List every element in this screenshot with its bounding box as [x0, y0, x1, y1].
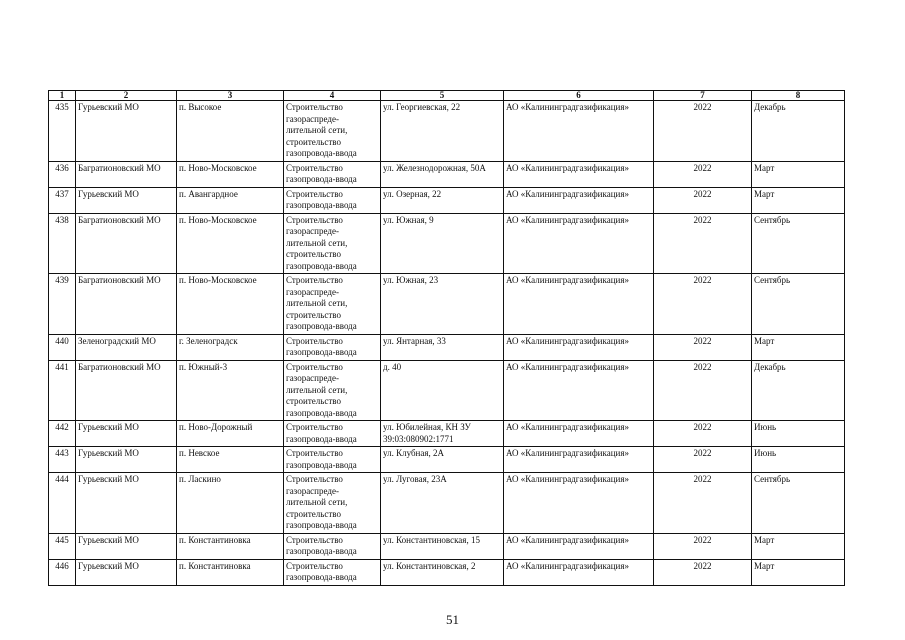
work-type-line: газопровода-ввода: [286, 459, 357, 470]
settlement-cell: г. Зеленоградск: [177, 334, 284, 360]
work-type-line: лительной сети,: [286, 497, 348, 507]
table-row: [49, 473, 845, 534]
row-number-cell: 436: [49, 161, 76, 187]
month-cell: Сентябрь: [752, 274, 845, 335]
work-type-line: строительство: [286, 508, 341, 519]
organization-cell: АО «Калининградгазификация»: [504, 334, 654, 360]
work-type-cell: [284, 334, 381, 360]
work-type-line: газопровода-ввода: [286, 200, 357, 210]
work-type-line: Строительство: [286, 422, 343, 432]
address-cell: д. 40: [381, 360, 504, 421]
work-type-cell: [284, 274, 381, 335]
work-type-line: Строительство: [286, 335, 343, 346]
settlement-cell: п. Ново-Московское: [177, 213, 284, 274]
settlement-cell: п. Ново-Дорожный: [177, 421, 284, 447]
work-type-line: Строительство: [286, 188, 343, 199]
year-cell: 2022: [654, 161, 752, 187]
column-header: 7: [654, 91, 752, 101]
row-number-cell: 446: [49, 559, 76, 585]
month-cell: Март: [752, 161, 845, 187]
row-number-cell: 443: [49, 447, 76, 473]
work-type-cell: [284, 559, 381, 585]
column-header: 5: [381, 91, 504, 101]
work-type-line: Строительство: [286, 275, 343, 285]
year-cell: 2022: [654, 274, 752, 335]
work-type-line: газопровода-ввода: [286, 321, 357, 331]
organization-cell: АО «Калининградгазификация»: [504, 473, 654, 534]
work-type-cell: [284, 213, 381, 274]
address-cell: ул. Юбилейная, КН ЗУ 39:03:080902:1771: [381, 421, 504, 447]
page-number: 51: [446, 612, 459, 627]
district-cell: Зеленоградский МО: [76, 334, 177, 360]
month-cell: Март: [752, 334, 845, 360]
work-type-line: строительство: [286, 249, 341, 259]
work-type-line: газораспреде-: [286, 226, 339, 236]
work-type-line: газопровода-ввода: [286, 260, 357, 271]
table-row: [49, 274, 845, 335]
settlement-cell: п. Ново-Московское: [177, 274, 284, 335]
settlement-cell: п. Ново-Московское: [177, 161, 284, 187]
district-cell: Гурьевский МО: [76, 187, 177, 213]
work-type-line: Строительство: [286, 474, 343, 484]
work-type-line: газопровода-ввода: [286, 433, 357, 444]
settlement-cell: п. Ласкино: [177, 473, 284, 534]
column-header: 3: [177, 91, 284, 101]
work-type-line: Строительство: [286, 534, 343, 545]
work-type-line: газораспреде-: [286, 113, 339, 124]
work-type-line: газопровода-ввода: [286, 148, 357, 158]
year-cell: 2022: [654, 559, 752, 585]
table-row: [49, 334, 845, 360]
column-header: 8: [752, 91, 845, 101]
organization-cell: АО «Калининградгазификация»: [504, 101, 654, 162]
row-number-cell: 441: [49, 360, 76, 421]
row-number-cell: 445: [49, 533, 76, 559]
work-type-line: Строительство: [286, 214, 343, 225]
work-type-cell: [284, 101, 381, 162]
year-cell: 2022: [654, 101, 752, 162]
table-body: [49, 101, 845, 586]
settlement-cell: п. Авангардное: [177, 187, 284, 213]
organization-cell: АО «Калининградгазификация»: [504, 360, 654, 421]
address-cell: ул. Клубная, 2А: [381, 447, 504, 473]
row-number-cell: 435: [49, 101, 76, 162]
settlement-cell: п. Константиновка: [177, 533, 284, 559]
table-row: [49, 533, 845, 559]
row-number-cell: 438: [49, 213, 76, 274]
work-type-line: газопровода-ввода: [286, 347, 357, 357]
month-cell: Март: [752, 533, 845, 559]
schedule-table: [48, 90, 845, 586]
work-type-cell: [284, 161, 381, 187]
work-type-cell: [284, 473, 381, 534]
address-cell: ул. Южная, 23: [381, 274, 504, 335]
organization-cell: АО «Калининградгазификация»: [504, 161, 654, 187]
year-cell: 2022: [654, 533, 752, 559]
address-cell: ул. Константиновская, 15: [381, 533, 504, 559]
address-cell: ул. Озерная, 22: [381, 187, 504, 213]
work-type-line: газопровода-ввода: [286, 572, 357, 582]
work-type-line: Строительство: [286, 448, 343, 458]
district-cell: Гурьевский МО: [76, 421, 177, 447]
district-cell: Багратионовский МО: [76, 161, 177, 187]
settlement-cell: п. Высокое: [177, 101, 284, 162]
settlement-cell: п. Константиновка: [177, 559, 284, 585]
work-type-line: газопровода-ввода: [286, 174, 357, 184]
work-type-line: лительной сети,: [286, 125, 348, 135]
work-type-line: Строительство: [286, 560, 343, 571]
district-cell: Гурьевский МО: [76, 559, 177, 585]
organization-cell: АО «Калининградгазификация»: [504, 421, 654, 447]
table-row: [49, 559, 845, 585]
row-number-cell: 440: [49, 334, 76, 360]
work-type-line: Строительство: [286, 102, 343, 112]
work-type-line: газораспреде-: [286, 373, 339, 383]
column-header: 4: [284, 91, 381, 101]
organization-cell: АО «Калининградгазификация»: [504, 274, 654, 335]
work-type-line: лительной сети,: [286, 298, 348, 308]
month-cell: Март: [752, 187, 845, 213]
district-cell: Багратионовский МО: [76, 274, 177, 335]
address-cell: ул. Луговая, 23А: [381, 473, 504, 534]
year-cell: 2022: [654, 447, 752, 473]
month-cell: Сентябрь: [752, 473, 845, 534]
organization-cell: АО «Калининградгазификация»: [504, 559, 654, 585]
table-row: [49, 421, 845, 447]
settlement-cell: п. Невское: [177, 447, 284, 473]
work-type-line: строительство: [286, 309, 341, 320]
address-cell: ул. Железнодорожная, 50А: [381, 161, 504, 187]
month-cell: Декабрь: [752, 101, 845, 162]
work-type-line: газопровода-ввода: [286, 407, 357, 418]
row-number-cell: 444: [49, 473, 76, 534]
work-type-cell: [284, 421, 381, 447]
column-header: 2: [76, 91, 177, 101]
address-cell: ул. Константиновская, 2: [381, 559, 504, 585]
row-number-cell: 442: [49, 421, 76, 447]
work-type-cell: [284, 533, 381, 559]
settlement-cell: п. Южный-3: [177, 360, 284, 421]
work-type-line: строительство: [286, 136, 341, 147]
organization-cell: АО «Калининградгазификация»: [504, 213, 654, 274]
work-type-cell: [284, 360, 381, 421]
district-cell: Багратионовский МО: [76, 360, 177, 421]
address-cell: ул. Георгиевская, 22: [381, 101, 504, 162]
year-cell: 2022: [654, 360, 752, 421]
year-cell: 2022: [654, 473, 752, 534]
work-type-line: лительной сети,: [286, 237, 348, 248]
table-row: [49, 213, 845, 274]
year-cell: 2022: [654, 187, 752, 213]
work-type-line: строительство: [286, 396, 341, 406]
month-cell: Декабрь: [752, 360, 845, 421]
work-type-cell: [284, 187, 381, 213]
month-cell: Март: [752, 559, 845, 585]
work-type-line: газопровода-ввода: [286, 520, 357, 530]
month-cell: Сентябрь: [752, 213, 845, 274]
organization-cell: АО «Калининградгазификация»: [504, 187, 654, 213]
table-row: [49, 447, 845, 473]
year-cell: 2022: [654, 421, 752, 447]
work-type-cell: [284, 447, 381, 473]
district-cell: Багратионовский МО: [76, 213, 177, 274]
table-row: [49, 161, 845, 187]
year-cell: 2022: [654, 213, 752, 274]
work-type-line: лительной сети,: [286, 384, 348, 395]
work-type-line: Строительство: [286, 162, 343, 173]
work-type-line: Строительство: [286, 361, 343, 372]
work-type-line: газораспреде-: [286, 485, 339, 496]
work-type-line: газопровода-ввода: [286, 546, 357, 556]
address-cell: ул. Янтарная, 33: [381, 334, 504, 360]
organization-cell: АО «Калининградгазификация»: [504, 447, 654, 473]
year-cell: 2022: [654, 334, 752, 360]
month-cell: Июнь: [752, 421, 845, 447]
column-header: 6: [504, 91, 654, 101]
district-cell: Гурьевский МО: [76, 447, 177, 473]
organization-cell: АО «Калининградгазификация»: [504, 533, 654, 559]
table-row: [49, 187, 845, 213]
row-number-cell: 437: [49, 187, 76, 213]
table-row: [49, 101, 845, 162]
work-type-line: газораспреде-: [286, 286, 339, 297]
address-cell: ул. Южная, 9: [381, 213, 504, 274]
column-header: 1: [49, 91, 76, 101]
row-number-cell: 439: [49, 274, 76, 335]
table-header-row: [49, 91, 845, 101]
table-row: [49, 360, 845, 421]
district-cell: Гурьевский МО: [76, 533, 177, 559]
district-cell: Гурьевский МО: [76, 473, 177, 534]
district-cell: Гурьевский МО: [76, 101, 177, 162]
month-cell: Июнь: [752, 447, 845, 473]
